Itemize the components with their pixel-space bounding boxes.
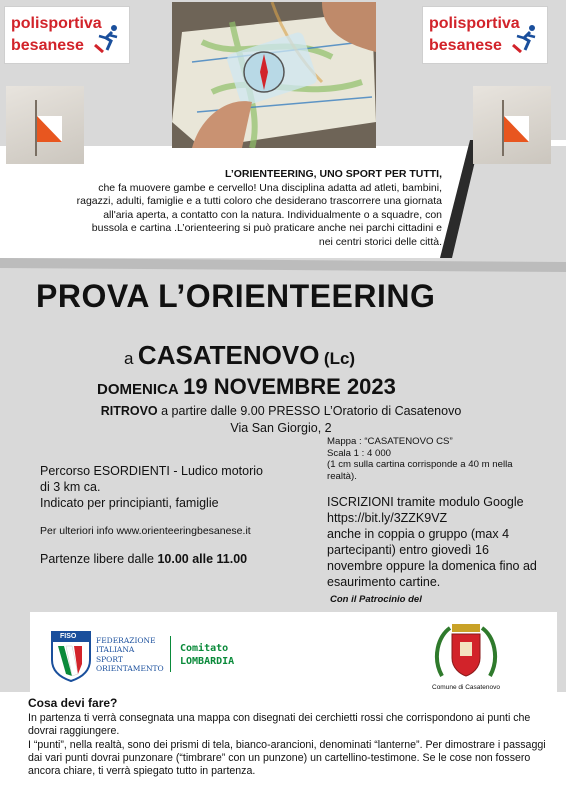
meeting-label: RITROVO [100,404,158,418]
sponsor-band [30,612,557,704]
map-scale: Scala 1 : 4 000 [327,447,392,459]
meeting-text: a partire dalle 9.00 PRESSO L’Oratorio di Casatenovo [161,404,462,418]
runner-icon [511,23,541,53]
event-city [124,340,355,371]
separator-shade [0,258,566,272]
sponsor-divider [170,636,171,672]
logo-text-2: besanese [429,37,502,54]
date-value: 19 NOVEMBRE 2023 [183,374,396,399]
comitato-lombardia [180,642,234,668]
comitato-label: Comitato [180,643,229,654]
region-label: LOMBARDIA [180,656,235,667]
comune-label: Comune di Casatenovo [432,684,500,691]
runner-icon [93,23,123,53]
meeting-line [90,403,472,420]
instructions-panel [0,692,566,800]
control-flag-image-right [473,86,551,164]
compass-map-photo [172,2,376,148]
intro-heading: L’ORIENTEERING, UNO SPORT PER TUTTI, [224,168,442,180]
info-link[interactable]: Per ulteriori info www.orienteeringbesanese.it [40,525,251,537]
orienteering-flag-icon [6,86,84,164]
start-times [40,551,290,567]
meeting-address: Via San Giorgio, 2 [230,421,332,435]
casatenovo-coat-of-arms-icon [434,618,498,682]
fiso-line: ORIENTAMENTO [96,664,164,674]
event-date [97,374,396,400]
logo-text-2: besanese [11,37,84,54]
registration-details: anche in coppia o gruppo (max 4 partecipanti) entro giovedì 16 novembre oppure la domenica fino ad esaurimento cartine. [327,527,537,589]
fiso-name [96,636,164,674]
date-day: DOMENICA [97,381,179,398]
logo-text-1: polisportiva [11,15,102,32]
start-hours: 10.00 alle 11.00 [157,552,248,566]
page-title: PROVA L’ORIENTEERING [36,278,436,314]
instructions-text [28,712,546,778]
fiso-line: FEDERAZIONE [96,636,156,645]
map-scale-note: (1 cm sulla cartina corrisponde a 40 m nella realtà). [327,459,513,482]
compass-map-illustration [172,2,376,148]
orienteering-flag-icon [473,86,551,164]
fiso-badge: FISO [60,633,77,640]
fiso-line: SPORT [96,654,123,664]
start-prefix: Partenze libere dalle [40,552,154,566]
map-name: Mappa : “CASATENOVO CS” [327,436,453,447]
meeting-point [90,403,472,437]
course-line-2: di 3 km ca. [40,480,101,494]
control-flag-image-left [6,86,84,164]
city-prefix: a [124,349,134,368]
intro-paragraph [76,168,442,250]
city-name: CASATENOVO [137,340,320,370]
course-line-3: Indicato per principianti, famiglie [40,496,219,510]
fiso-line: ITALIANA [96,645,135,655]
instructions-p1: In partenza ti verrà consegnata una mappa con disegnati dei cerchietti rossi che corrispondono ai punti che dovrai raggiungere. [28,712,531,738]
intro-text: che fa muovere gambe e cervello! Una disciplina adatta ad atleti, bambini, ragazzi, adulti, famiglie e a tutti coloro che desiderano trascorrere una giornata all'aria aperta, a contatto con la natura. Individualmente o a squadre, con bussola e cartina .L’orienteering si può praticare anche nei parchi cittadini e nei centri storici delle città. [76,181,442,248]
course-info [40,463,290,567]
course-line-1: Percorso ESORDIENTI - Ludico motorio [40,464,263,478]
registration-text[interactable]: ISCRIZIONI tramite modulo Google https://bit.ly/3ZZK9VZ [327,495,524,525]
map-info [327,436,537,482]
registration-info [327,494,541,590]
logo-text-1: polisportiva [429,15,520,32]
polisportiva-logo-right [422,6,548,64]
polisportiva-logo-left [4,6,130,64]
patronage-label: Con il Patrocinio del [330,594,422,605]
instructions-question: Cosa devi fare? [28,696,118,710]
instructions-p2: I “punti”, nella realtà, sono dei prismi di tela, bianco-arancioni, denominati “lanterne”. Per dimostrare i passaggi dai vari punti dovrai punzonare (“timbrare” con un punzone) un cartellino-testimone. Se le cose non fossero ancora chiare, ti verrà spiegato tutto in partenza. [28,738,546,778]
city-province: (Lc) [323,349,356,368]
